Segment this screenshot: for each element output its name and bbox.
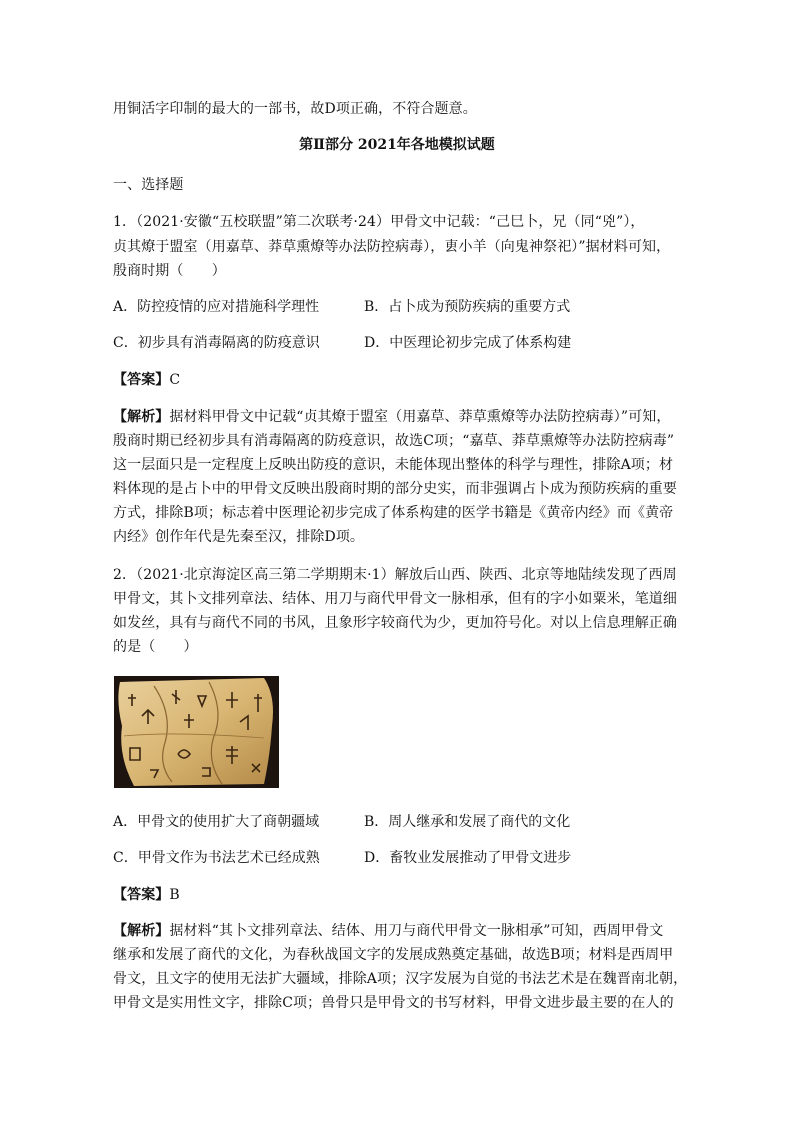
- q2-answer-label: 【答案】: [113, 887, 170, 903]
- q2-analysis-line-2: 继承和发展了商代的文化，为春秋战国文字的发展成熟奠定基础，故选B项；材料是西周甲: [113, 947, 674, 963]
- q2-analysis-text: 据材料“其卜文排列章法、结体、用刀与商代甲骨文一脉相承”可知，西周甲骨文: [169, 923, 664, 939]
- q2-analysis-line-1: [113, 922, 683, 940]
- q1-analysis-line-5: 方式，排除B项；标志着中医理论初步完成了体系构建的医学书籍是《黄帝内经》而《黄帝: [113, 505, 674, 521]
- q1-analysis-line-2: 殷商时期已经初步具有消毒隔离的防疫意识，故选C项；“嘉草、莽草熏燎等办法防控病毒”: [113, 433, 675, 449]
- q1-analysis-line-1: [113, 408, 683, 426]
- oracle-bone-image: [114, 676, 279, 788]
- q2-line-4: 的是（ ）: [113, 639, 198, 655]
- q1-answer: [113, 371, 683, 389]
- section-title: 第Ⅱ部分 2021年各地模拟试题: [299, 137, 495, 153]
- q2-line-1: 2．（2021·北京海淀区高三第二学期期末·1）解放后山西、陕西、北京等地陆续发现了西周: [113, 567, 677, 583]
- q1-answer-label: 【答案】: [113, 372, 170, 388]
- q1-line-1: 1．（2021·安徽“五校联盟”第二次联考·24）甲骨文中记载：“己巳卜，兄（同“兇”），: [113, 214, 645, 230]
- q1-option-d: D．中医理论初步完成了体系构建: [364, 335, 572, 351]
- q2-line-2: 甲骨文，其卜文排列章法、结体、用刀与商代甲骨文一脉相承，但有的字小如粟米，笔道细: [113, 591, 677, 607]
- q2-analysis-line-4: 甲骨文是实用性文字，排除C项；兽骨只是甲骨文的书写材料，甲骨文进步最主要的在人的: [113, 995, 674, 1011]
- q2-option-b: B．周人继承和发展了商代的文化: [364, 814, 571, 830]
- q2-line-3: 如发丝，具有与商代不同的书风，且象形字较商代为少，更加符号化。对以上信息理解正确: [113, 615, 677, 631]
- q1-line-2: 贞其燎于盟室（用嘉草、莽草熏燎等办法防控病毒），叀小羊（向鬼神祭祀）”据材料可知，: [113, 239, 671, 255]
- q2-option-c: C．甲骨文作为书法艺术已经成熟: [113, 850, 320, 866]
- q2-answer: [113, 886, 683, 904]
- q1-analysis-line-4: 料体现的是占卜中的甲骨文反映出殷商时期的部分史实，而非强调占卜成为预防疾病的重要: [113, 481, 677, 497]
- intro-line: 用铜活字印制的最大的一部书，故D项正确，不符合题意。: [113, 101, 477, 117]
- q1-option-b: B．占卜成为预防疾病的重要方式: [364, 299, 571, 315]
- q1-analysis-text: 据材料甲骨文中记载“贞其燎于盟室（用嘉草、莽草熏燎等办法防控病毒）”可知，: [169, 409, 671, 425]
- q2-option-d: D．畜牧业发展推动了甲骨文进步: [364, 850, 572, 866]
- q1-option-c: C．初步具有消毒隔离的防疫意识: [113, 335, 320, 351]
- q1-analysis-label: 【解析】: [113, 409, 170, 425]
- q1-answer-value: C: [169, 372, 181, 388]
- q2-analysis-label: 【解析】: [113, 923, 170, 939]
- q2-answer-value: B: [169, 887, 180, 903]
- q2-option-a: A．甲骨文的使用扩大了商朝疆域: [113, 814, 320, 830]
- oracle-bone-illustration: [114, 676, 279, 788]
- q2-analysis-line-3: 骨文，且文字的使用无法扩大疆域，排除A项；汉字发展为自觉的书法艺术是在魏晋南北朝，: [113, 971, 688, 987]
- q1-analysis-line-6: 内经》创作年代是先秦至汉，排除D项。: [113, 529, 365, 545]
- q1-option-a: A．防控疫情的应对措施科学理性: [113, 299, 320, 315]
- q1-analysis-line-3: 这一层面只是一定程度上反映出防疫的意识，未能体现出整体的科学与理性，排除A项；材: [113, 457, 674, 473]
- q1-line-3: 殷商时期（ ）: [113, 263, 226, 279]
- section-heading: 一、选择题: [113, 177, 184, 193]
